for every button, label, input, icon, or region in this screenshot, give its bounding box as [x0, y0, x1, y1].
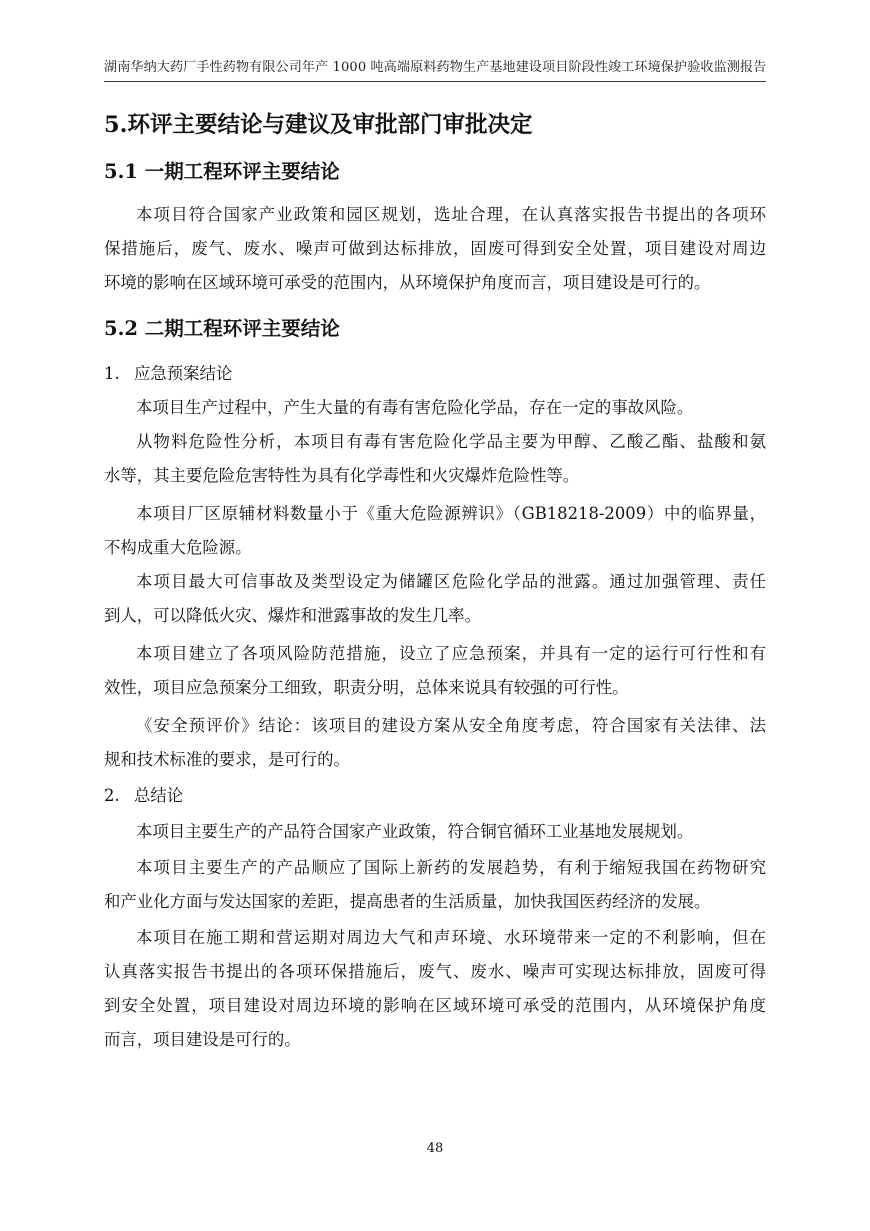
list-item-conclusion	[104, 783, 183, 809]
paragraph-line: 认真落实报告书提出的各项环保措施后，废气、废水、噪声可实现达标排放，固废可得	[104, 962, 766, 981]
paragraph-line: 和产业化方面与发达国家的差距，提高患者的生活质量，加快我国医药经济的发展。	[104, 892, 711, 911]
section-5-2-heading: 5.2 二期工程环评主要结论	[104, 317, 340, 340]
paragraph-line: 不构成重大危险源。	[104, 538, 252, 557]
paragraph-line: 本项目主要生产的产品符合国家产业政策，符合铜官循环工业基地发展规划。	[136, 822, 694, 841]
list-item-emergency-plan	[104, 361, 232, 387]
paragraph-line: 本项目生产过程中，产生大量的有毒有害危险化学品，存在一定的事故风险。	[136, 398, 694, 417]
header-divider	[104, 81, 766, 82]
paragraph-line: 从物料危险性分析，本项目有毒有害危险化学品主要为甲醇、乙酸乙酯、盐酸和氨	[136, 432, 766, 451]
paragraph-line: 本项目符合国家产业政策和园区规划，选址合理，在认真落实报告书提出的各项环	[136, 205, 766, 224]
list-number: 2.	[104, 786, 120, 805]
paragraph-line: 到安全处置，项目建设对周边环境的影响在区域环境可承受的范围内，从环境保护角度	[104, 996, 766, 1015]
section-5-1-heading: 5.1 一期工程环评主要结论	[104, 160, 340, 183]
list-number: 1.	[104, 364, 120, 383]
section-5-heading: 5.环评主要结论与建议及审批部门审批决定	[104, 112, 533, 138]
paragraph-line: 水等，其主要危险危害特性为具有化学毒性和火灾爆炸危险性等。	[104, 466, 580, 485]
paragraph-line: 效性，项目应急预案分工细致，职责分明，总体来说具有较强的可行性。	[104, 678, 629, 697]
paragraph-line: 而言，项目建设是可行的。	[104, 1030, 301, 1049]
paragraph-line: 到人，可以降低火灾、爆炸和泄露事故的发生几率。	[104, 606, 481, 625]
paragraph-line: 本项目建立了各项风险防范措施，设立了应急预案，并具有一定的运行可行性和有	[136, 644, 766, 663]
header-title: 湖南华纳大药厂手性药物有限公司年产 1000 吨高端原料药物生产基地建设项目阶段性竣工环境保护验收监测报告	[104, 60, 767, 75]
list-label: 总结论	[134, 786, 184, 805]
paragraph-line: 环境的影响在区域环境可承受的范围内，从环境保护角度而言，项目建设是可行的。	[104, 273, 711, 292]
paragraph-line: 本项目主要生产的产品顺应了国际上新药的发展趋势，有利于缩短我国在药物研究	[136, 858, 766, 877]
paragraph-line: 《安全预评价》结论：该项目的建设方案从安全角度考虑，符合国家有关法律、法	[136, 716, 766, 735]
paragraph-line: 本项目最大可信事故及类型设定为储罐区危险化学品的泄露。通过加强管理、责任	[136, 572, 766, 591]
page-number: 48	[426, 1141, 444, 1156]
list-label: 应急预案结论	[134, 364, 233, 383]
paragraph-line: 规和技术标准的要求，是可行的。	[104, 750, 350, 769]
paragraph-line: 本项目厂区原辅材料数量小于《重大危险源辨识》（GB18218-2009）中的临界量，	[136, 504, 766, 523]
paragraph-line: 本项目在施工期和营运期对周边大气和声环境、水环境带来一定的不利影响，但在	[136, 928, 766, 947]
paragraph-line: 保措施后，废气、废水、噪声可做到达标排放，固废可得到安全处置，项目建设对周边	[104, 239, 766, 258]
